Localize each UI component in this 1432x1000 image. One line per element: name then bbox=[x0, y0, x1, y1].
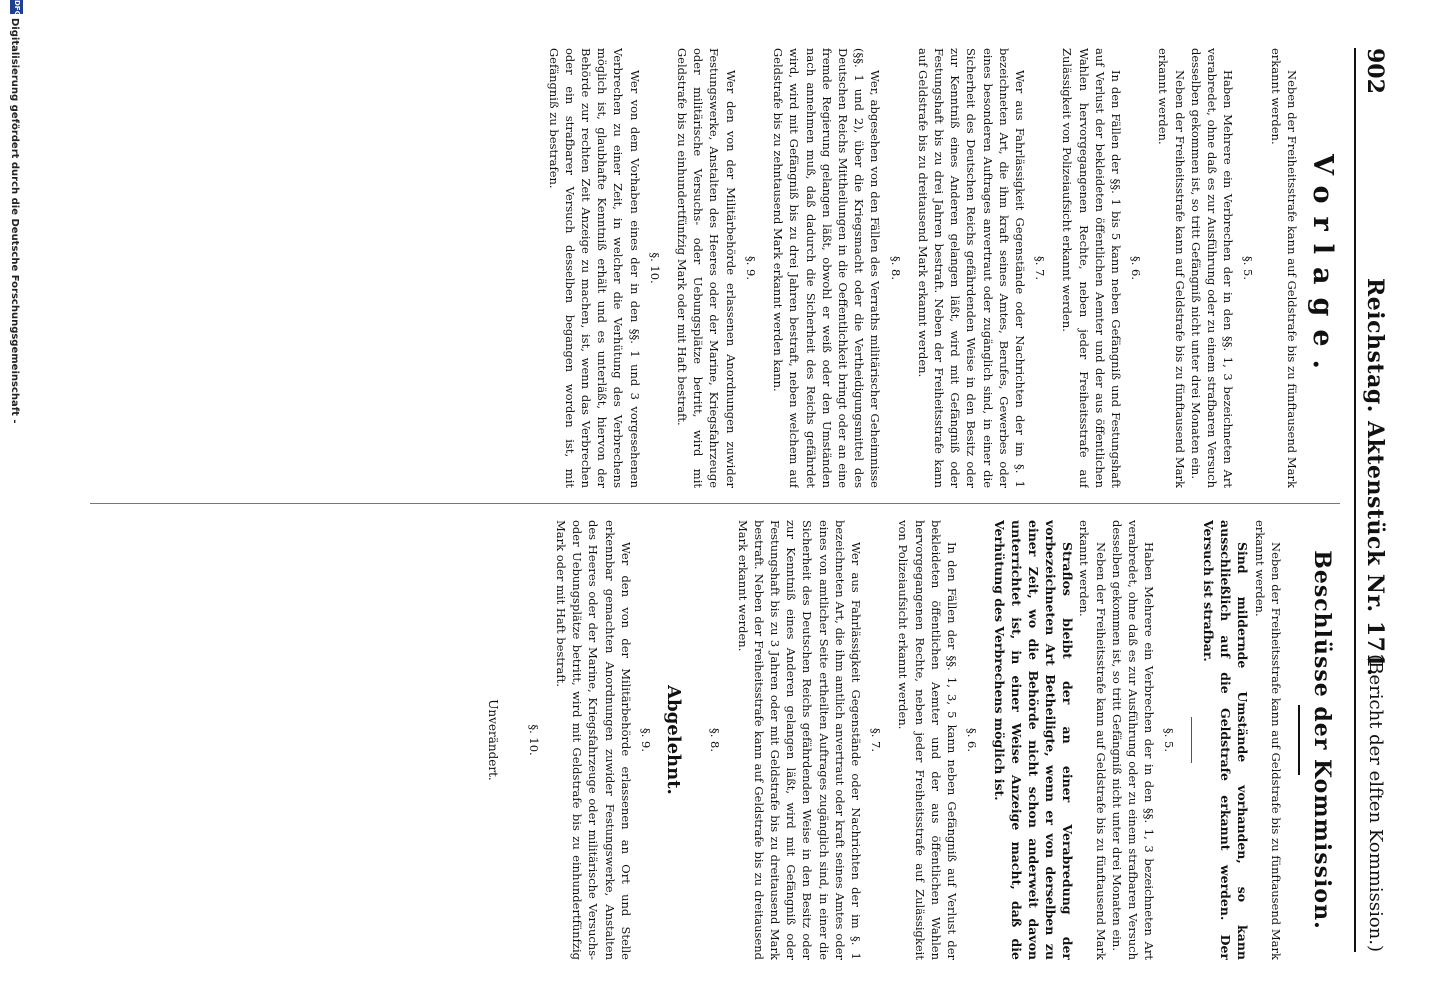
section-heading: §. 8. bbox=[708, 727, 723, 753]
section-heading: §. 10. bbox=[526, 724, 541, 756]
section-heading: §. 6. bbox=[1129, 255, 1144, 281]
paragraph: Haben Mehrere ein Verbrechen der in den §§. 1, 3 bezeichneten Art verabredet, ohne daß es zur Ausführung oder zu einem strafbaren Versuch desselben gekommen ist, so tritt Gefängniß nicht unter drei Monaten ein. bbox=[1188, 48, 1236, 488]
section-heading: §. 5. bbox=[1162, 727, 1177, 753]
section-heading: §. 10. bbox=[647, 252, 662, 284]
paragraph: In den Fällen der §§. 1, 3, 5 kann neben Gefängniß auf Verlust der bekleideten öffentlichen Aemter und der aus öffentlichen Wahlen hervorgegangenen Rechte, neben jeder Freiheitsstrafe auf Zulässigkeit von Polizeiaufsicht erkannt werden. bbox=[896, 520, 959, 960]
column-body-vorlage bbox=[545, 48, 1299, 488]
paragraph: Neben der Freiheitsstrafe kann auf Geldstrafe bis zu fünftausend Mark erkannt werden. bbox=[1252, 520, 1283, 960]
paragraph: Neben der Freiheitsstrafe kann auf Geldstrafe bis zu fünftausend Mark erkannt werden. bbox=[1268, 48, 1299, 488]
column-vorlage bbox=[20, 48, 1340, 488]
paragraph: Neben der Freiheitsstrafe kann auf Geldstrafe bis zu fünftausend Mark erkannt werden. bbox=[1077, 520, 1108, 960]
section-heading: §. 6. bbox=[965, 727, 980, 753]
credit-text: Digitalisierung gefördert durch die Deutsche Forschungsgemeinschaft - bbox=[9, 18, 20, 424]
section-heading: §. 8. bbox=[888, 255, 903, 281]
dfg-logo: DFG bbox=[10, 0, 23, 14]
verdict-label: Abgelehnt. bbox=[663, 685, 685, 795]
column-divider bbox=[90, 503, 1340, 504]
page-number: 902 bbox=[1362, 48, 1388, 94]
paragraph: Wer aus Fahrlässigkeit Gegenstände oder Nachrichten der im §. 1 bezeichneten Art, die ihm amtlich anvertraut oder kraft seines Amtes oder eines von amtlicher Seite ertheilten Auftrages zugänglich sind, in einer die Sicherheit des Deutschen Reichs gefährdenden Weise in den Besitz oder zur Kenntniß eines Anderen gelangen läßt, wird mit Gefängniß oder Festungshaft bis zu 3 Jahren oder mit Geldstrafe bis zu dreitausend Mark bestraft. Neben der Freiheitsstrafe kann auf Geldstrafe bis zu dreitausend Mark erkannt werden. bbox=[735, 520, 863, 960]
paragraph: In den Fällen der §§. 1 bis 5 kann neben Gefängniß und Festungshaft auf Verlust der bekleideten öffentlichen Aemter und der aus öffentlichen Wahlen hervorgegangenen Rechte, neben jeder Freiheitsstrafe auf Zulässigkeit von Polizeiaufsicht erkannt werden. bbox=[1060, 48, 1123, 488]
amendment-paragraph: Sind mildernde Umstände vorhanden, so kann ausschließlich auf die Geldstrafe erkannt werden. Der Versuch ist strafbar. bbox=[1201, 520, 1251, 960]
section-heading: §. 9. bbox=[638, 727, 653, 753]
paragraph: Wer den von der Militärbehörde erlassenen an Ort und Stelle erkennbar gemachten Anordnungen zuwider Festungswerke, Anstalten des Heeres oder der Marine, Kriegsfahrzeuge oder militärische Versuchs- oder Uebungsplätze betritt, wird mit Geldstrafe bis zu einhundertfünfzig Mark oder mit Haft bestraft. bbox=[553, 520, 633, 960]
title-rule bbox=[1298, 705, 1300, 775]
section-heading: §. 5. bbox=[1241, 255, 1256, 281]
column-title-vorlage: Vorlage. bbox=[1307, 154, 1338, 382]
running-head: Reichstag. Aktenstück Nr. 171. bbox=[1362, 278, 1388, 677]
separator-rule bbox=[1191, 717, 1192, 763]
status-note: Unverändert. bbox=[486, 699, 501, 781]
paragraph: Haben Mehrere ein Verbrechen der in den §§. 1, 3 bezeichneten Art verabredet, ohne daß es zur Ausführung oder zu einem strafbaren Versuch desselben gekommen ist, so tritt Gefängniß nicht unter drei Monaten ein. bbox=[1109, 520, 1157, 960]
paragraph: Wer aus Fahrlässigkeit Gegenstände oder Nachrichten der im §. 1 bezeichneten Art, die ihm kraft seines Amtes, Berufes, Gewerbes oder eines besonderen Auftrages anvertraut oder zugänglich sind, in einer die Sicherheit des Deutschen Reichs gefährdenden Weise in den Besitz oder zur Kenntniß eines Anderen gelangen läßt, wird mit Gefängniß oder Festungshaft bis zu drei Jahren bestraft. Neben der Freiheitsstrafe kann auf Geldstrafe bis zu dreitausend Mark erkannt werden. bbox=[915, 48, 1027, 488]
page-header bbox=[1354, 48, 1396, 952]
paragraph: Wer den von der Militärbehörde erlassenen Anordnungen zuwider Festungswerke, Anstalten des Heeres oder der Marine, Kriegsfahrzeuge oder militärische Versuchs- oder Uebungsplätze betritt, wird mit Geldstrafe bis zu einhundertfünfzig Mark oder mit Haft bestraft. bbox=[675, 48, 738, 488]
column-title-beschluesse: Beschlüsse der Kommission. bbox=[1309, 550, 1335, 930]
column-body-beschluesse bbox=[485, 520, 1284, 960]
column-beschluesse bbox=[20, 520, 1340, 960]
running-head-right: (Bericht der elften Kommission.) bbox=[1365, 654, 1386, 952]
section-heading: §. 7. bbox=[869, 727, 884, 753]
paragraph: Wer von dem Vorhaben eines der in den §§. 1 und 3 vorgesehenen Verbrechen zu einer Zeit, in welcher die Verhütung des Verbrechens möglich ist, glaubhafte Kenntniß erhält und es unterläßt, hiervon der Behörde zur rechten Zeit Anzeige zu machen, ist, wenn das Verbrechen oder ein strafbarer Versuch desselben begangen worden ist, mit Gefängniß zu bestrafen. bbox=[546, 48, 642, 488]
section-heading: §. 7. bbox=[1033, 255, 1048, 281]
amendment-paragraph: Straflos bleibt der an einer Verabredung der vorbezeichneten Art Betheiligte, wenn er von derselben zu einer Zeit, wo die Behörde nicht schon anderweit davon unterrichtet ist, in einer Weise Anzeige macht, daß die Verhütung des Verbrechens möglich ist. bbox=[992, 520, 1076, 960]
paragraph: Wer, abgesehen von den Fällen des Verraths militärischer Geheimnisse (§§. 1 und 2), über die Kriegsmacht oder die Vertheidigungsmittel des Deutschen Reichs Mittheilungen in die Oeffentlichkeit bringt oder an eine fremde Regierung gelangen läßt, obwohl er weiß oder den Umständen nach annehmen muß, daß dadurch die Sicherheit des Reichs gefährdet wird, wird mit Gefängniß bis zu drei Jahren bestraft, neben welchem auf Geldstrafe bis zu zehntausend Mark erkannt werden kann. bbox=[771, 48, 883, 488]
section-heading: §. 9. bbox=[743, 255, 758, 281]
paragraph: Neben der Freiheitsstrafe kann auf Geldstrafe bis zu fünftausend Mark erkannt werden. bbox=[1156, 48, 1187, 488]
